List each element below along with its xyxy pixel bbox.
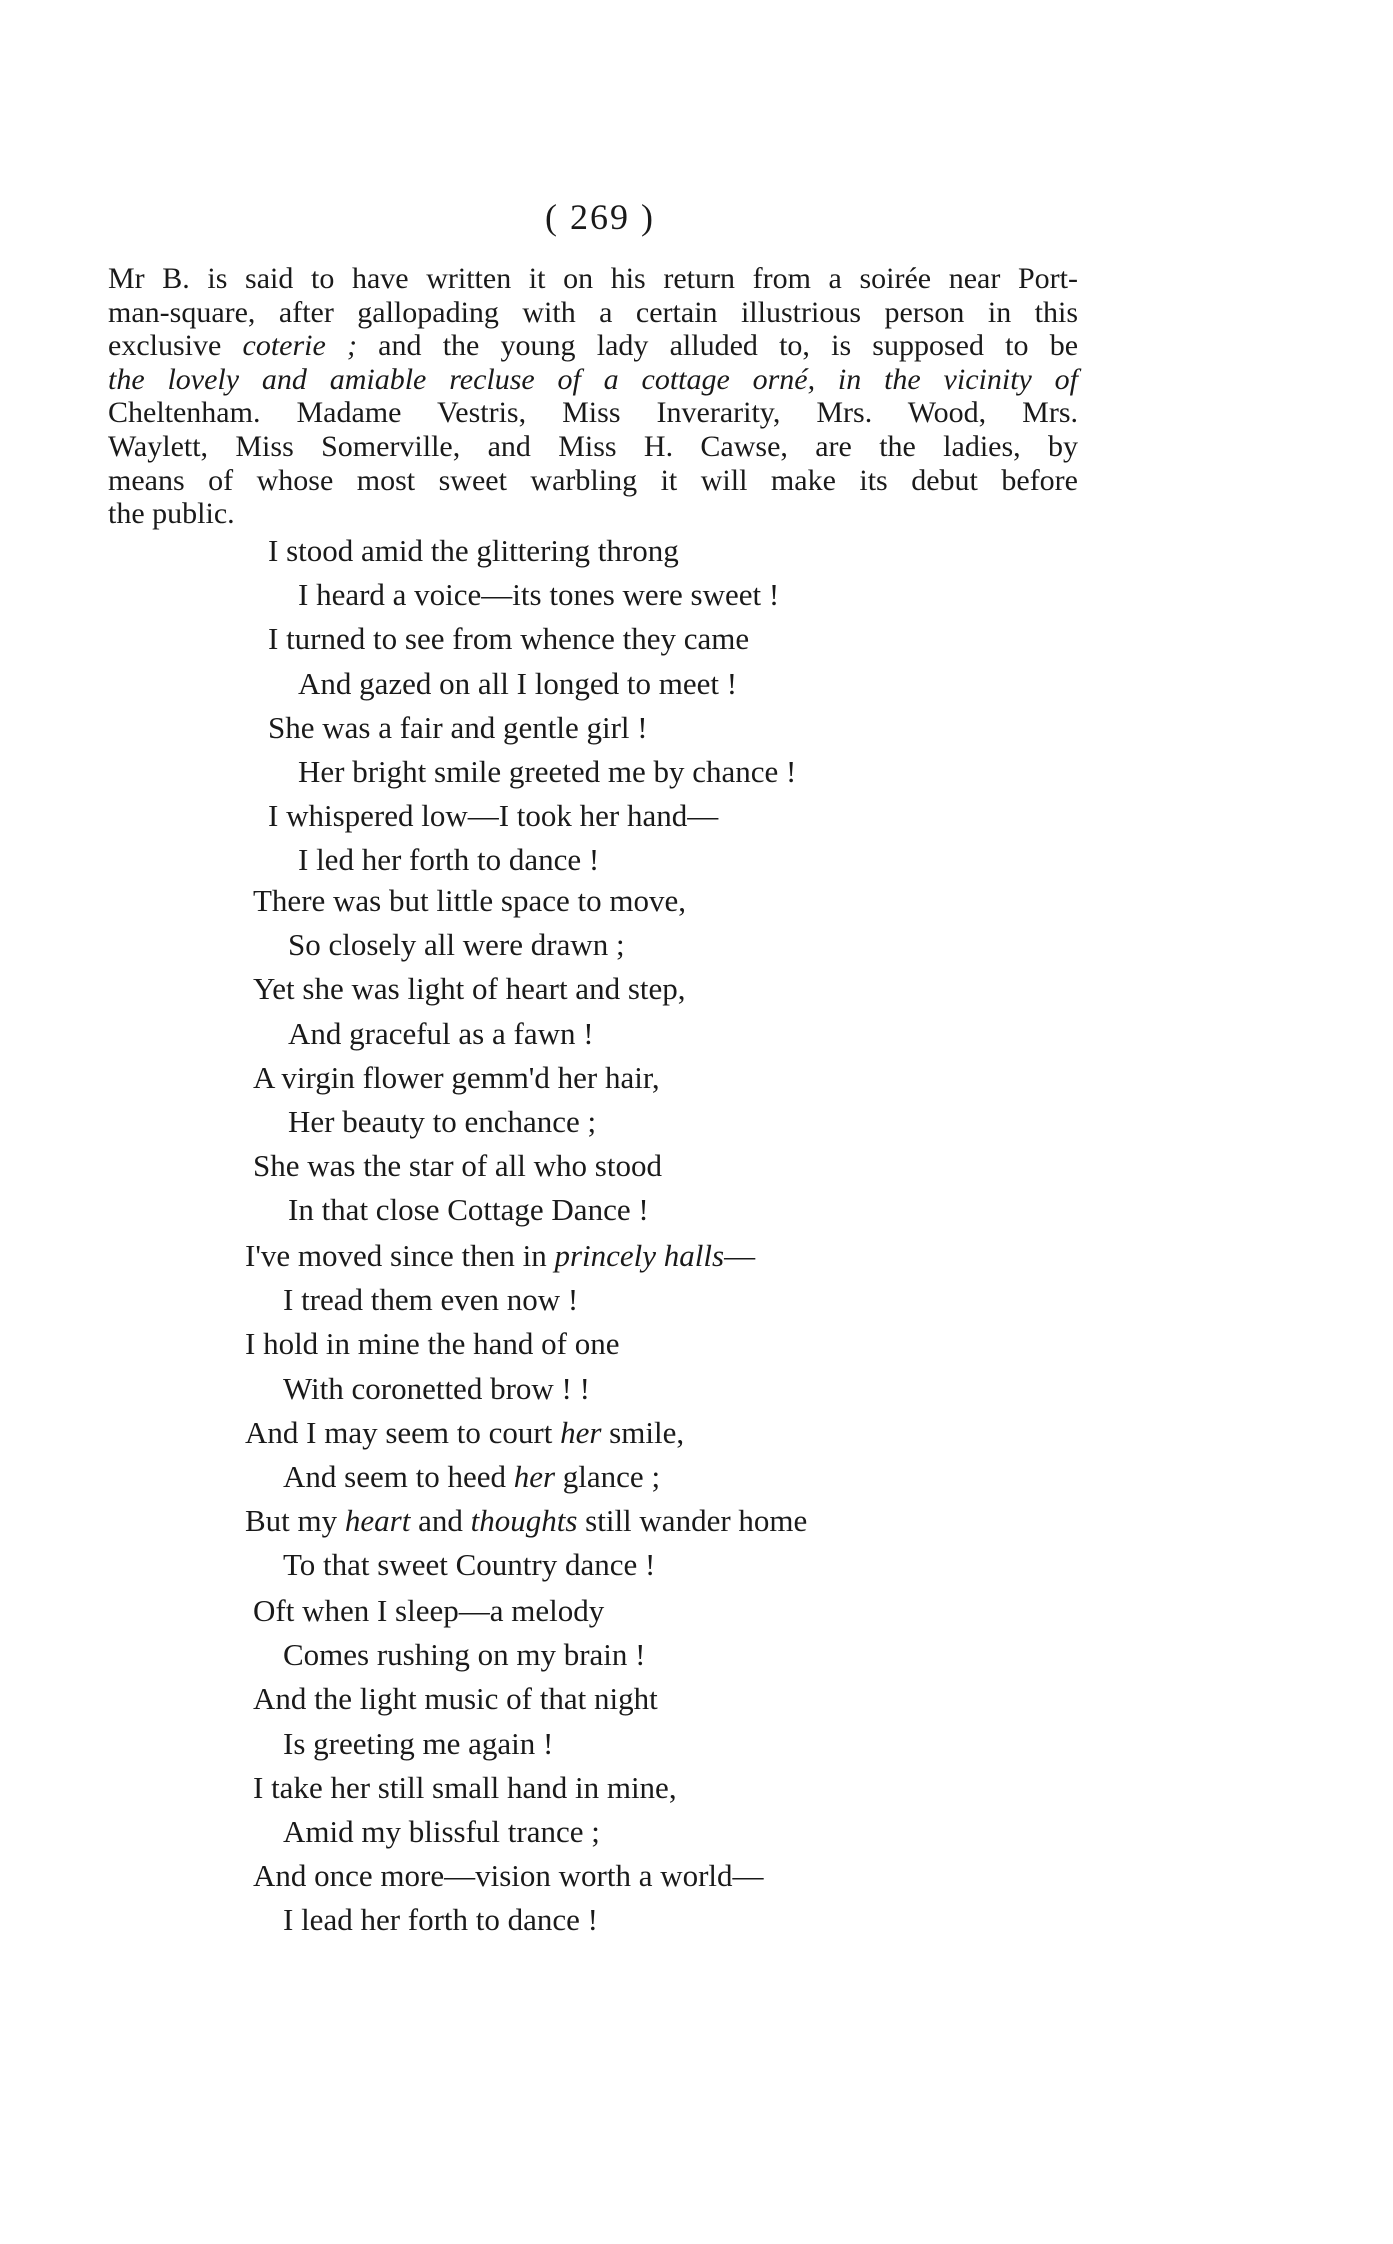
verse-line: Amid my blissful trance ;: [283, 1814, 600, 1849]
verse-line: And graceful as a fawn !: [288, 1015, 594, 1051]
verse-line: Yet she was light of heart and step,: [253, 971, 686, 1007]
verse-line: Her bright smile greeted me by chance !: [298, 754, 797, 789]
verse-line: She was the star of all who stood: [253, 1148, 662, 1184]
verse-line: I tread them even now !: [283, 1282, 579, 1318]
verse-line: I turned to see from whence they came: [268, 621, 750, 657]
verse-line: I led her forth to dance !: [298, 842, 600, 878]
verse-line: There was but little space to move,: [253, 883, 687, 918]
intro-line: the public.: [108, 497, 235, 531]
verse-line: To that sweet Country dance !: [283, 1547, 656, 1583]
verse-line: I've moved since then in princely halls—: [245, 1238, 756, 1273]
verse-line: I hold in mine the hand of one: [245, 1326, 620, 1362]
verse-line: Comes rushing on my brain !: [283, 1637, 646, 1673]
verse-line: Is greeting me again !: [283, 1725, 554, 1761]
verse-line: A virgin flower gemm'd her hair,: [253, 1059, 660, 1095]
verse-line: And seem to heed her glance ;: [283, 1459, 661, 1494]
verse-line: I heard a voice—its tones were sweet !: [298, 577, 780, 613]
verse-line: And once more—vision worth a world—: [253, 1858, 764, 1894]
verse-line: But my heart and thoughts still wander home: [245, 1503, 808, 1539]
verse-line: Oft when I sleep—a melody: [253, 1593, 605, 1628]
intro-line: Waylett, Miss Somerville, and Miss H. Cawse, are the ladies, by: [108, 429, 1078, 463]
verse-line: She was a fair and gentle girl !: [268, 709, 648, 745]
intro-line: man-square, after gallopading with a certain illustrious person in this: [108, 295, 1078, 329]
verse-line: I whispered low—I took her hand—: [268, 798, 719, 834]
verse-line: With coronetted brow ! !: [283, 1370, 590, 1406]
verse-line: And I may seem to court her smile,: [245, 1414, 685, 1450]
verse-line: In that close Cottage Dance !: [288, 1192, 649, 1228]
verse-line: I stood amid the glittering throng: [268, 533, 679, 568]
verse-line: Her beauty to enchance ;: [288, 1104, 597, 1139]
intro-line: exclusive coterie ; and the young lady alluded to, is supposed to be: [108, 329, 1079, 363]
intro-line: Cheltenham. Madame Vestris, Miss Inverarity, Mrs. Wood, Mrs.: [108, 396, 1078, 430]
intro-line: means of whose most sweet warbling it will make its debut before: [108, 463, 1078, 497]
verse-line: I lead her forth to dance !: [283, 1902, 599, 1938]
intro-line: the lovely and amiable recluse of a cottage orné, in the vicinity of: [108, 362, 1078, 396]
verse-line: I take her still small hand in mine,: [253, 1769, 677, 1805]
verse-line: So closely all were drawn ;: [288, 927, 625, 963]
verse-line: And gazed on all I longed to meet !: [298, 665, 738, 701]
page-number: ( 269 ): [545, 197, 655, 237]
intro-line: Mr B. is said to have written it on his return from a soirée near Port-: [108, 262, 1078, 295]
verse-line: And the light music of that night: [253, 1681, 658, 1717]
